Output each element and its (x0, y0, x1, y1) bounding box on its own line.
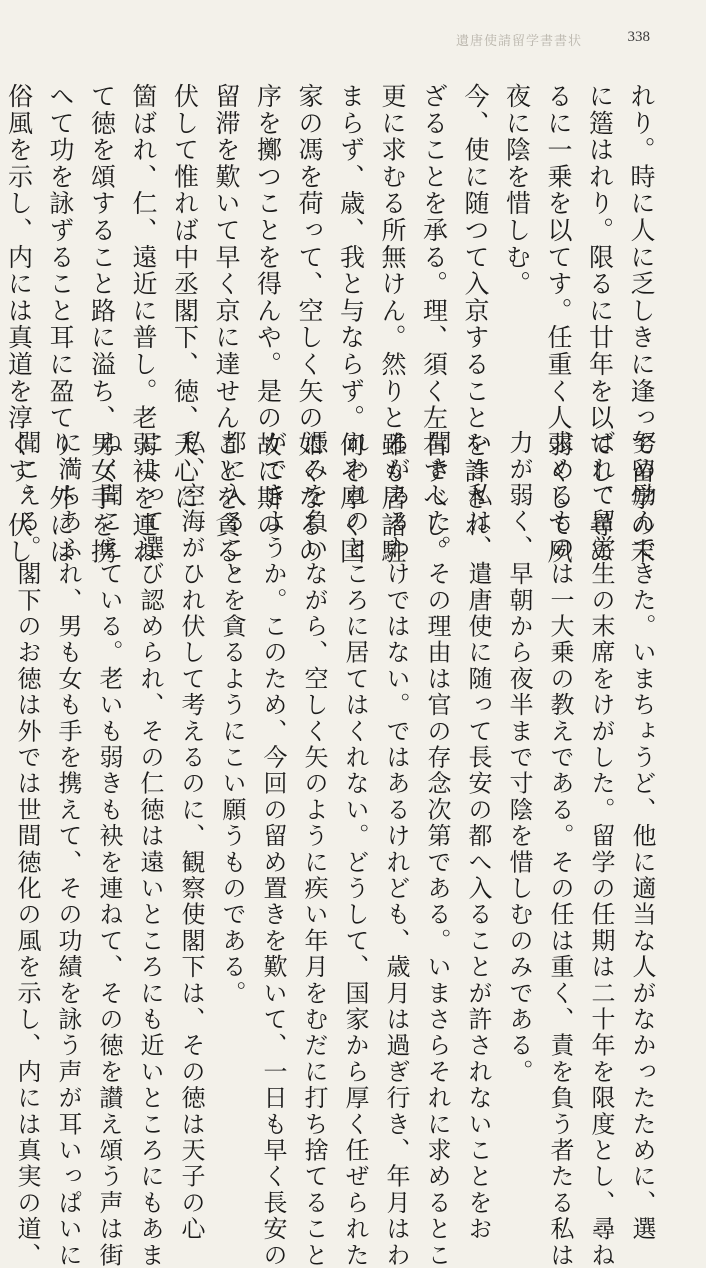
translation-column: 聞こえる。閣下のお徳は外では世間徳化の風を示し、内には真実の道、 (13, 430, 41, 1268)
page-header (0, 26, 706, 52)
text-column: 留滞を歎いて早く京に達せんことを貪る。 (212, 83, 241, 593)
translation-column: 都に入ることを貪るようにこい願うものである。 (218, 430, 246, 1007)
translation-column: ばれて留学生の末席をけがした。留学の任期は二十年を限度とし、尋ね (587, 430, 615, 1268)
text-column: 伏して惟れば中丞閣下、徳、天心に (170, 83, 200, 512)
classical-text-block (4, 83, 662, 593)
modern-translation-block (13, 430, 662, 1268)
translation-column: ねく聞こえている。老いも弱きも袂を連ねて、その徳を讃え頌う声は街 (95, 430, 123, 1268)
text-column: ざることを承る。理、須く左右すべし。 (419, 83, 449, 566)
translation-column: に満ちあふれ、男も女も手を携えて、その功績を詠う声が耳いっぱいに (54, 430, 82, 1268)
translation-column: 求めるものは一大乗の教えである。その任は重く、責を負う者たる私は (546, 430, 574, 1268)
text-column: 家の馮を荷って、空しく矢の如くなるの (295, 83, 324, 566)
translation-column: ができようか。このため、今回の留め置きを歎いて、一日も早く長安の (259, 430, 287, 1268)
text-column: 俗風を示し、内には真道を淳くす。伏し (4, 83, 34, 566)
translation-column: 力が弱く、早朝から夜半まで寸陰を惜しむのみである。 (505, 430, 533, 1085)
translation-column: 努め励んできた。いまちょうど、他に適当な人がなかったために、選 (628, 430, 656, 1243)
translation-column: 憑みを負いながら、空しく矢のように疾い年月をむだに打ち捨てること (300, 430, 328, 1268)
text-column: 序を擲つことを得んや。是の故に斯の (253, 83, 283, 539)
translation-column: いま私は、遣唐使に随って長安の都へ入ることが許されないことをお (464, 430, 492, 1243)
text-column: るに一乗を以てす。任重く人弱くして夙 (544, 83, 573, 566)
text-column: て徳を頌すること路に溢ち、男女手を携 (87, 83, 117, 566)
text-column: に簉はれり。限るに廿年を以てし、尋ぬ (585, 83, 615, 566)
text-column: へて功を詠ずること耳に盈てり。外には (46, 83, 75, 566)
text-column: まらず、歳、我と与ならず。何ぞ厚く国 (336, 83, 366, 566)
translation-column: れわれのところに居てはくれない。どうして、国家から厚く任ぜられた (341, 430, 369, 1268)
text-column: 夜に陰を惜しむ。 (502, 83, 532, 298)
running-title: 遺唐使請留学書書状 (455, 34, 582, 49)
translation-column: 聞きした。その理由は官の存念次第である。いまさらそれに求めるとこ (423, 430, 451, 1268)
page-number: 338 (627, 29, 650, 45)
text-column: れり。時に人に乏しきに逢って留学の末 (627, 83, 656, 566)
translation-column: 私、空海がひれ伏して考えるのに、観察使閣下は、その徳は天子の心 (177, 430, 205, 1243)
translation-column: ろがあるわけではない。ではあるけれども、歳月は過ぎ行き、年月はわ (382, 430, 410, 1268)
text-column: 更に求むる所無けん。然りと雖も居諸駐 (378, 83, 407, 566)
text-column: 箇ばれ、仁、遠近に普し。老弱袂を連ね (129, 83, 158, 566)
text-column: 今、使に随つて入京することを許され (461, 83, 490, 539)
translation-column: によって選び認められ、その仁徳は遠いところにも近いところにもあま (136, 430, 164, 1268)
